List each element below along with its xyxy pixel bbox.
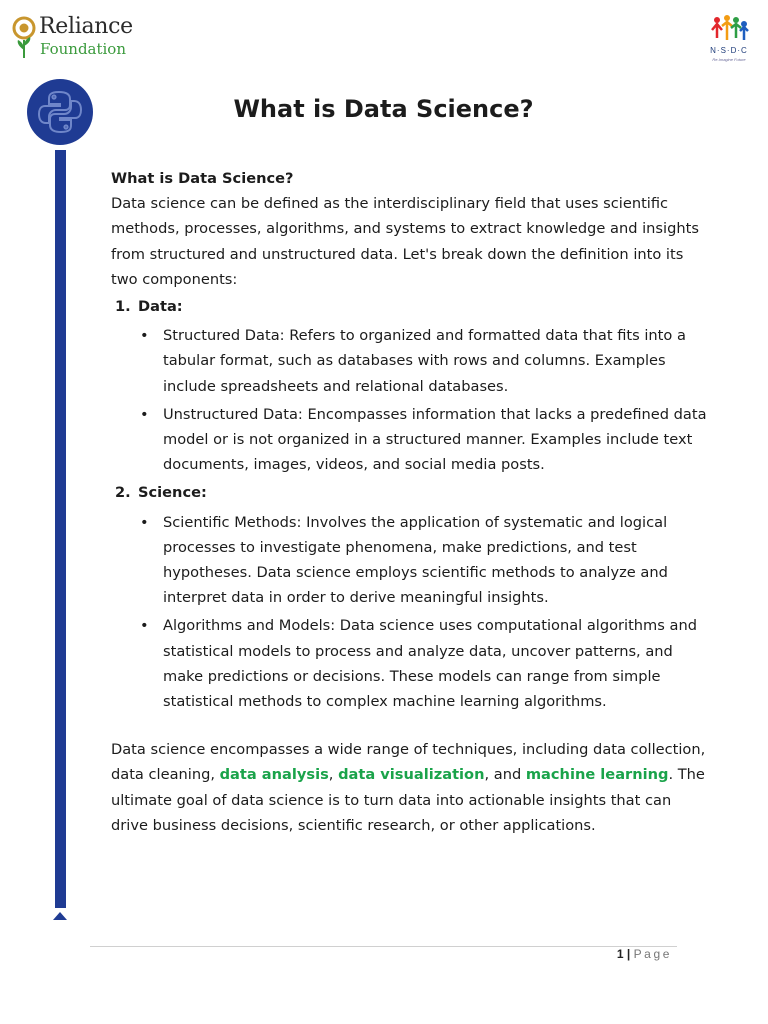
side-accent-arrow <box>53 912 67 920</box>
python-logo-icon <box>27 79 93 145</box>
list-item <box>111 323 711 399</box>
page-separator: | <box>626 947 631 961</box>
nsdc-tagline: Re-Imagine Future <box>712 57 746 62</box>
nsdc-logo <box>700 14 758 66</box>
bullet-text: Unstructured Data: Encompasses information that lacks a predefined data model or is not organized in a structured manner. Examples include text documents, images, videos, and social media posts. <box>163 405 707 474</box>
data-analysis-link[interactable]: data analysis <box>219 766 329 784</box>
reliance-wordmark: Reliance <box>39 14 133 39</box>
page-title: What is Data Science? <box>233 95 534 123</box>
list-item <box>111 402 711 478</box>
nsdc-letters: N·S·D·C <box>710 46 748 55</box>
bullet-icon: • <box>140 513 149 531</box>
page-footer <box>560 947 672 961</box>
machine-learning-link[interactable]: machine learning <box>525 766 669 784</box>
list-item <box>111 510 711 611</box>
data-bullet-list <box>111 323 711 477</box>
document-body <box>111 166 711 838</box>
foundation-wordmark: Foundation <box>40 40 127 58</box>
bullet-text: Algorithms and Models: Data science uses computational algorithms and statistical models to process and analyze data, uncover patterns, and make predictions or decisions. These models can range from simple statistical methods to complex machine learning algorithms. <box>163 617 697 711</box>
bullet-text: Structured Data: Refers to organized and formatted data that fits into a tabular format, such as databases with rows and columns. Examples include spreadsheets and relational databases. <box>163 327 686 395</box>
numbered-item-data <box>111 294 711 319</box>
bullet-text: Scientific Methods: Involves the application of systematic and logical processes to investigate phenomena, make predictions, and test hypotheses. Data science employs scientific methods to analyze and interpret data in order to derive meaningful insights. <box>163 513 668 607</box>
data-visualization-link[interactable]: data visualization <box>338 766 485 784</box>
bullet-icon: • <box>140 405 149 423</box>
item-title: Data: <box>138 298 183 316</box>
nsdc-figures-icon <box>700 14 758 46</box>
item-number: 1. <box>115 298 131 316</box>
item-title: Science: <box>138 484 207 502</box>
numbered-item-science <box>111 480 711 505</box>
bullet-icon: • <box>140 327 149 345</box>
closing-text: . The ultimate goal of data science is to turn data into actionable insights that can drive business decisions, scientific research, or other applications. <box>111 766 705 834</box>
item-number: 2. <box>115 484 131 502</box>
closing-text: , and <box>484 766 526 784</box>
bullet-icon: • <box>140 617 149 635</box>
closing-paragraph <box>111 737 711 838</box>
side-accent-bar <box>55 150 66 908</box>
section-heading: What is Data Science? <box>111 170 294 187</box>
closing-separator: , <box>328 766 339 784</box>
page-number: 1 <box>616 947 624 961</box>
intro-paragraph: Data science can be defined as the interdisciplinary field that uses scientific methods, processes, algorithms, and systems to extract knowledge and insights from structured and unstructured data. Let's break down the definition into its two components: <box>111 195 699 288</box>
list-item <box>111 613 711 714</box>
page-label: Page <box>633 947 672 961</box>
reliance-mark-icon <box>12 16 38 60</box>
reliance-foundation-logo <box>12 14 142 62</box>
closing-text: Data science encompasses a wide range of techniques, including data collection, data cleaning, <box>111 741 706 784</box>
science-bullet-list <box>111 510 711 715</box>
